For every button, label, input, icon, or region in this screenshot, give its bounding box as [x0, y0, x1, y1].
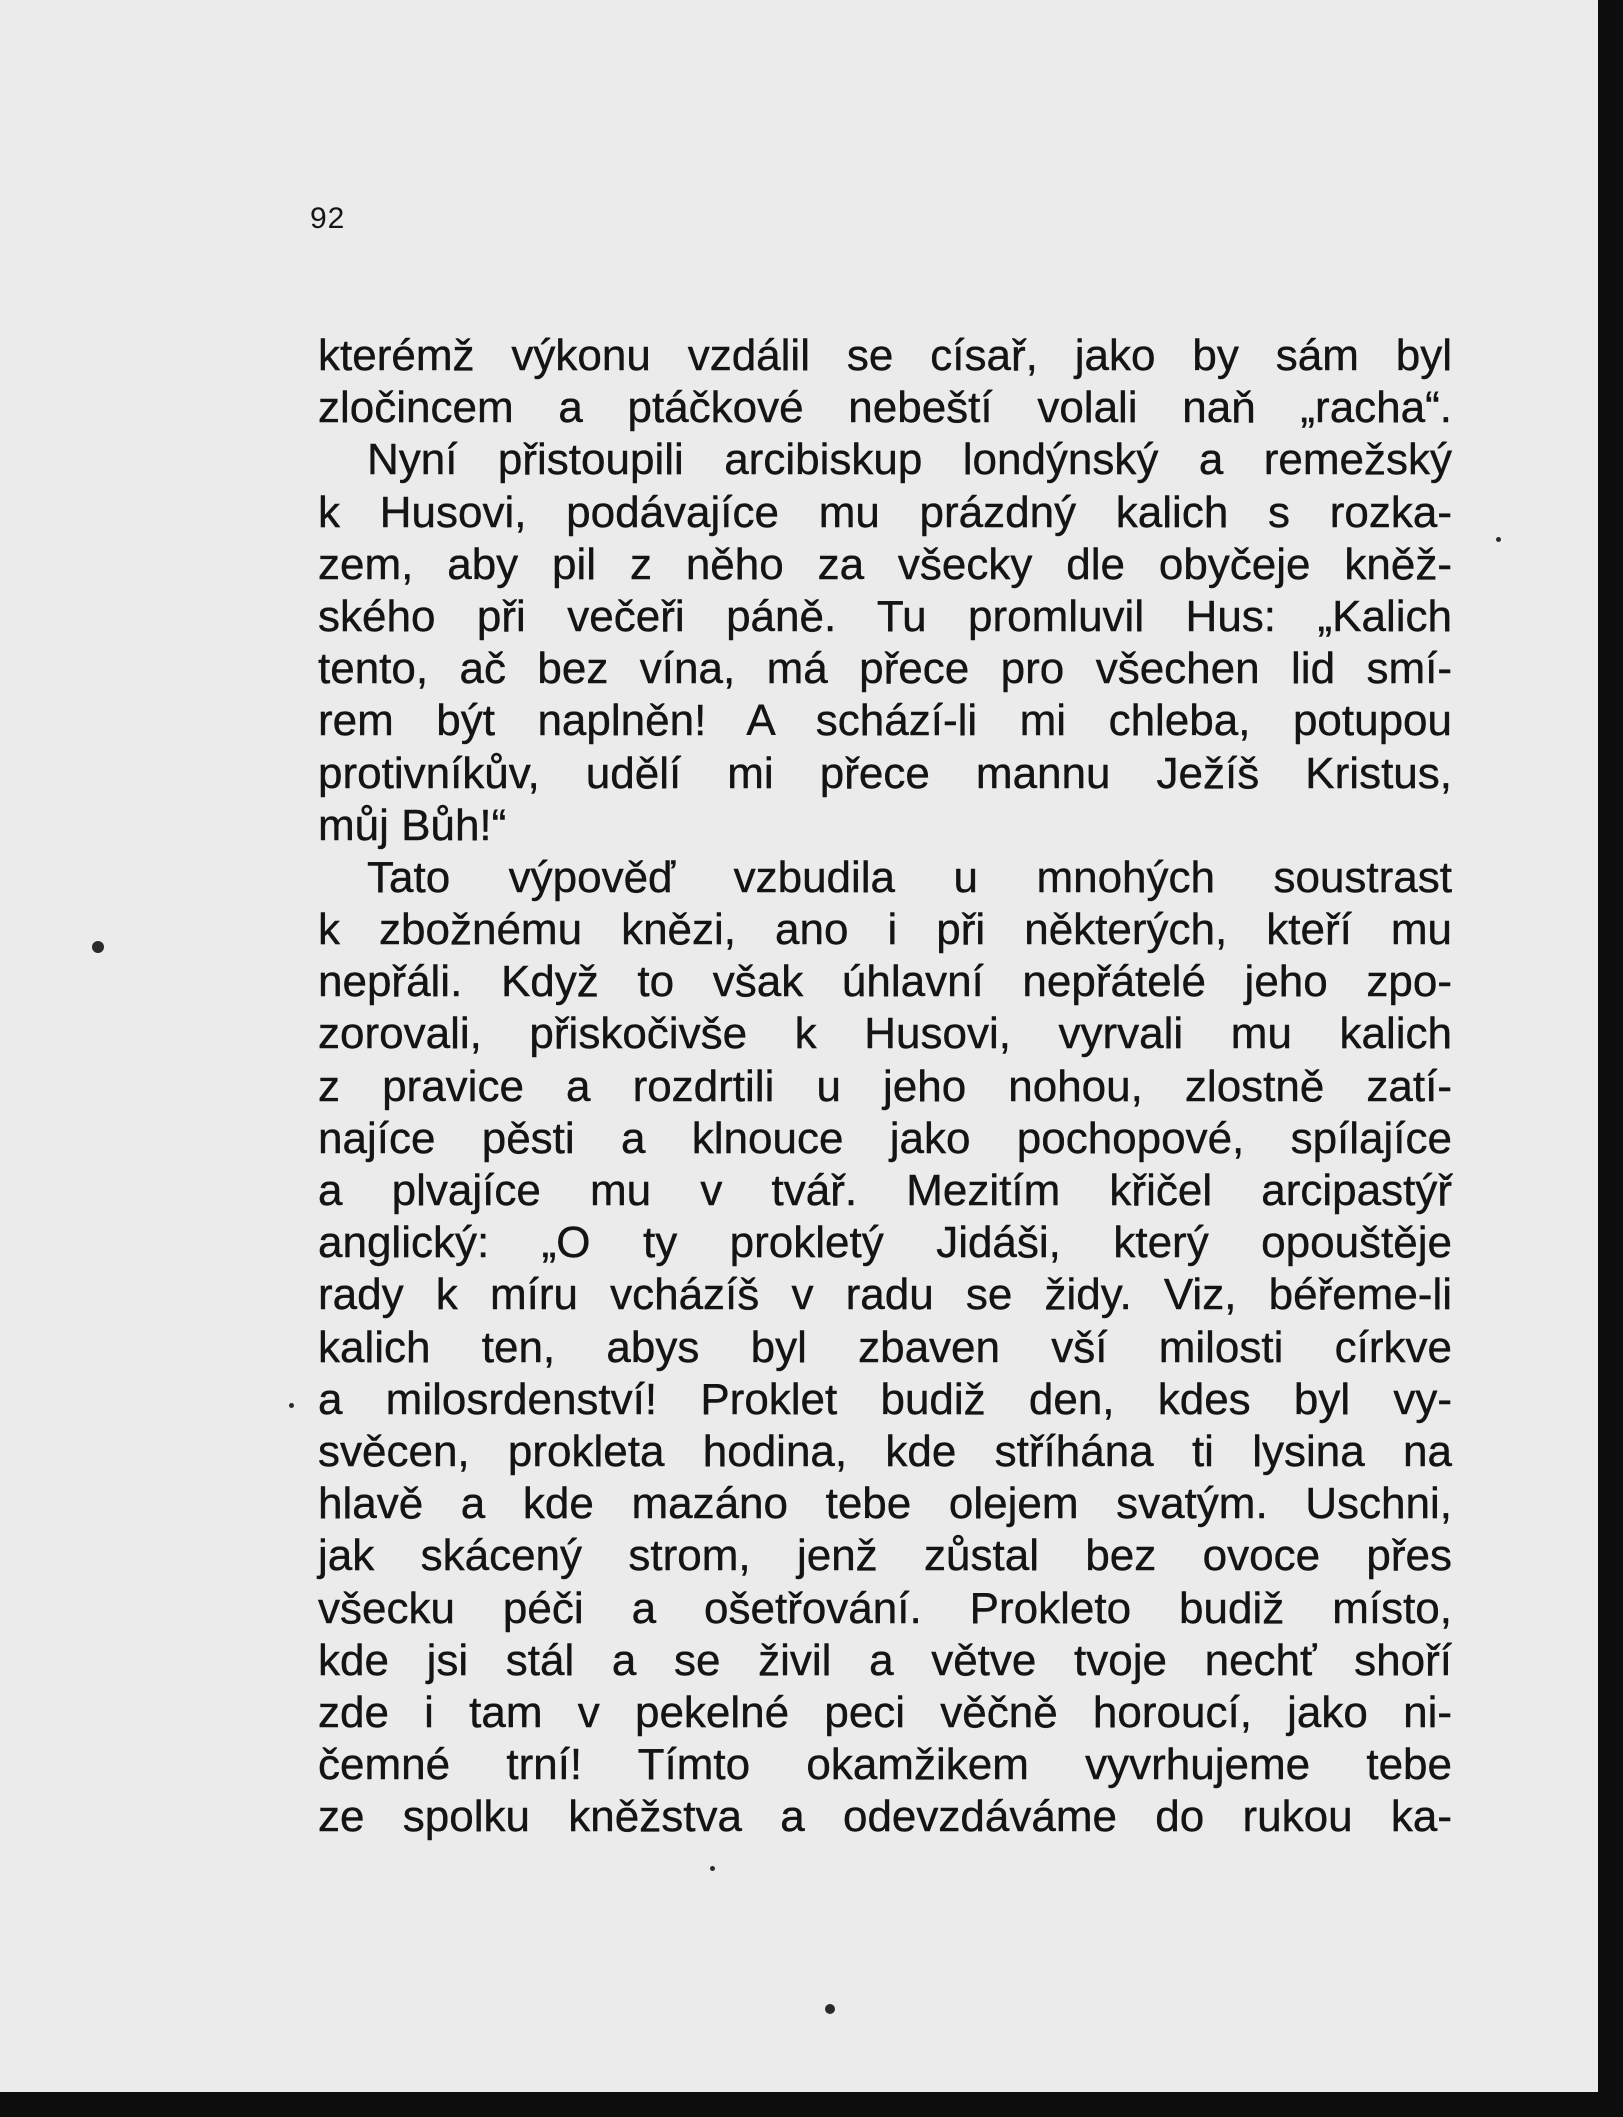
text-line: čemné trní! Tímto okamžikem vyvrhujeme tebe: [318, 1740, 1452, 1790]
text-line: a plvajíce mu v tvář. Mezitím křičel arcipastýř: [318, 1166, 1452, 1215]
text-line: tento, ač bez vína, má přece pro všechen lid smí-: [318, 644, 1452, 694]
ink-speck: [1496, 537, 1501, 542]
text-line: kde jsi stál a se živil a větve tvoje nechť shoří: [318, 1635, 1452, 1685]
text-line: zorovali, přiskočivše k Husovi, vyrvali mu kalich: [318, 1009, 1452, 1059]
text-line: z pravice a rozdrtili u jeho nohou, zlostně zatí-: [318, 1061, 1452, 1111]
ink-speck: [289, 1403, 294, 1408]
text-line: rady k míru vcházíš v radu se židy. Viz, béřeme-li: [318, 1270, 1452, 1320]
text-line: Tato výpověď vzbudila u mnohých soustrast: [367, 852, 1452, 902]
ink-speck: [710, 1866, 715, 1871]
text-line: rem být naplněn! A schází-li mi chleba, potupou: [318, 696, 1452, 746]
text-line: k zbožnému knězi, ano i při některých, kteří mu: [318, 905, 1452, 955]
body-text: [318, 330, 1452, 1843]
text-line: hlavě a kde mazáno tebe olejem svatým. Uschni,: [318, 1479, 1452, 1529]
text-line: jak skácený strom, jenž zůstal bez ovoce přes: [318, 1531, 1452, 1581]
scan-edge: [1598, 0, 1623, 2117]
text-line: ze spolku kněžstva a odevzdáváme do rukou ka-: [318, 1792, 1452, 1842]
text-line: najíce pěsti a klnouce jako pochopové, spílajíce: [318, 1113, 1452, 1163]
ink-speck: [825, 2004, 835, 2014]
page-number: 92: [310, 202, 346, 235]
text-line: protivníkův, udělí mi přece mannu Ježíš Kristus,: [318, 748, 1452, 798]
text-line: anglický: „O ty prokletý Jidáši, který opouštěje: [318, 1218, 1452, 1268]
text-line: k Husovi, podávajíce mu prázdný kalich s rozka-: [318, 487, 1452, 537]
text-line: kterémž výkonu vzdálil se císař, jako by sám byl: [318, 331, 1452, 380]
text-line: svěcen, prokleta hodina, kde stříhána ti lysina na: [318, 1426, 1452, 1476]
text-line: nepřáli. Když to však úhlavní nepřátelé jeho zpo-: [318, 957, 1452, 1007]
text-line: ského při večeři páně. Tu promluvil Hus: „Kalich: [318, 591, 1452, 641]
text-line: a milosrdenství! Proklet budiž den, kdes byl vy-: [318, 1374, 1452, 1424]
text-line: můj Bůh!“: [318, 800, 507, 850]
text-line: všecku péči a ošetřování. Prokleto budiž místo,: [318, 1583, 1452, 1633]
text-line: Nyní přistoupili arcibiskup londýnský a remežský: [367, 435, 1452, 485]
text-line: kalich ten, abys byl zbaven vší milosti církve: [318, 1322, 1452, 1372]
text-line: zločincem a ptáčkové nebeští volali naň „racha“.: [318, 383, 1452, 433]
ink-speck: [92, 941, 104, 953]
text-line: zde i tam v pekelné peci věčně horoucí, jako ni-: [318, 1687, 1452, 1737]
text-line: zem, aby pil z něho za všecky dle obyčeje kněž-: [318, 539, 1452, 589]
